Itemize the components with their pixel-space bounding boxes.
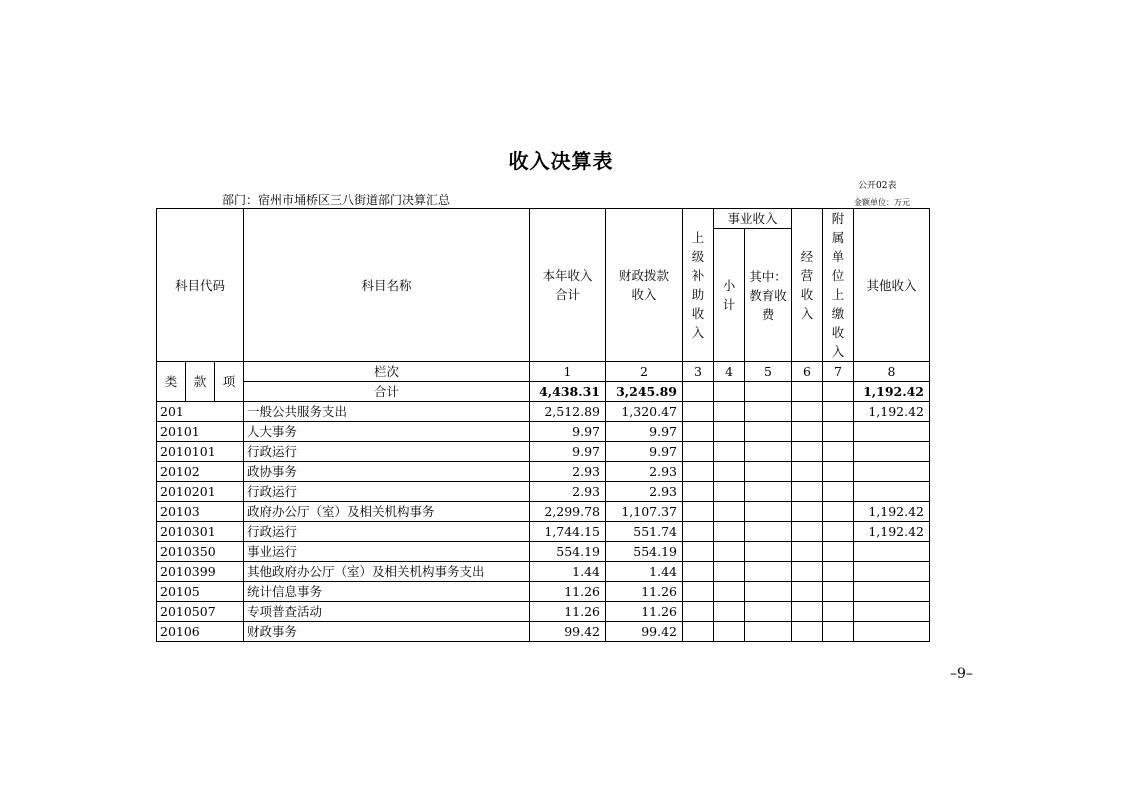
row-other <box>854 422 930 442</box>
income-table <box>156 208 930 642</box>
row-fiscal: 11.26 <box>606 602 683 622</box>
row-business-edu <box>745 602 792 622</box>
row-total: 9.97 <box>530 442 606 462</box>
row-fiscal: 1,320.47 <box>606 402 683 422</box>
row-operation <box>792 562 823 582</box>
table-row <box>157 462 930 482</box>
total-business-sub <box>714 382 745 402</box>
row-superior <box>683 462 714 482</box>
row-total: 2.93 <box>530 482 606 502</box>
row-code: 2010301 <box>157 522 244 542</box>
col-num-6: 6 <box>792 362 823 382</box>
row-operation <box>792 422 823 442</box>
row-superior <box>683 482 714 502</box>
row-superior <box>683 582 714 602</box>
row-fiscal: 11.26 <box>606 582 683 602</box>
row-other <box>854 482 930 502</box>
row-fiscal: 2.93 <box>606 482 683 502</box>
header-business-subtotal: 小计 <box>714 229 745 362</box>
row-superior <box>683 562 714 582</box>
table-row <box>157 542 930 562</box>
row-business-sub <box>714 482 745 502</box>
total-superior <box>683 382 714 402</box>
row-superior <box>683 602 714 622</box>
row-code: 2010101 <box>157 442 244 462</box>
table-row <box>157 482 930 502</box>
row-operation <box>792 542 823 562</box>
row-name: 专项普查活动 <box>244 602 530 622</box>
total-operation <box>792 382 823 402</box>
total-business-edu <box>745 382 792 402</box>
total-fiscal: 3,245.89 <box>606 382 683 402</box>
row-code: 2010350 <box>157 542 244 562</box>
row-affiliated <box>823 562 854 582</box>
row-superior <box>683 402 714 422</box>
row-affiliated <box>823 522 854 542</box>
row-affiliated <box>823 602 854 622</box>
row-name: 政府办公厅（室）及相关机构事务 <box>244 502 530 522</box>
row-business-edu <box>745 482 792 502</box>
row-fiscal: 2.93 <box>606 462 683 482</box>
header-lanci: 栏次 <box>244 362 530 382</box>
row-superior <box>683 422 714 442</box>
row-operation <box>792 582 823 602</box>
row-fiscal: 99.42 <box>606 622 683 642</box>
row-superior <box>683 442 714 462</box>
row-business-sub <box>714 562 745 582</box>
row-other: 1,192.42 <box>854 522 930 542</box>
row-fiscal: 554.19 <box>606 542 683 562</box>
row-fiscal: 9.97 <box>606 422 683 442</box>
header-operation: 经营收入 <box>792 209 823 362</box>
table-row <box>157 602 930 622</box>
row-total: 9.97 <box>530 422 606 442</box>
row-business-sub <box>714 462 745 482</box>
row-affiliated <box>823 502 854 522</box>
row-operation <box>792 442 823 462</box>
header-fiscal: 财政拨款收入 <box>606 209 683 362</box>
row-superior <box>683 502 714 522</box>
row-other <box>854 462 930 482</box>
table-row <box>157 402 930 422</box>
col-num-4: 4 <box>714 362 745 382</box>
row-business-sub <box>714 602 745 622</box>
row-code: 20102 <box>157 462 244 482</box>
row-total: 554.19 <box>530 542 606 562</box>
row-business-edu <box>745 582 792 602</box>
row-total: 2.93 <box>530 462 606 482</box>
header-code: 科目代码 <box>157 209 244 362</box>
row-name: 一般公共服务支出 <box>244 402 530 422</box>
row-name: 行政运行 <box>244 482 530 502</box>
col-num-7: 7 <box>823 362 854 382</box>
row-name: 其他政府办公厅（室）及相关机构事务支出 <box>244 562 530 582</box>
row-operation <box>792 622 823 642</box>
col-num-3: 3 <box>683 362 714 382</box>
table-row <box>157 562 930 582</box>
row-business-sub <box>714 582 745 602</box>
col-num-2: 2 <box>606 362 683 382</box>
row-code: 20106 <box>157 622 244 642</box>
row-other <box>854 582 930 602</box>
row-business-sub <box>714 502 745 522</box>
row-operation <box>792 502 823 522</box>
form-number: 公开02表 <box>858 181 897 191</box>
row-superior <box>683 542 714 562</box>
report-title: 收入决算表 <box>508 149 614 173</box>
row-affiliated <box>823 402 854 422</box>
row-other: 1,192.42 <box>854 502 930 522</box>
table-row <box>157 622 930 642</box>
row-name: 事业运行 <box>244 542 530 562</box>
row-other <box>854 602 930 622</box>
row-other <box>854 442 930 462</box>
row-total: 99.42 <box>530 622 606 642</box>
header-business-group: 事业收入 <box>714 209 792 229</box>
row-business-edu <box>745 542 792 562</box>
table-row <box>157 422 930 442</box>
total-affiliated <box>823 382 854 402</box>
row-other <box>854 562 930 582</box>
row-total: 11.26 <box>530 602 606 622</box>
row-name: 财政事务 <box>244 622 530 642</box>
row-name: 人大事务 <box>244 422 530 442</box>
row-operation <box>792 482 823 502</box>
col-num-1: 1 <box>530 362 606 382</box>
col-num-8: 8 <box>854 362 930 382</box>
row-name: 政协事务 <box>244 462 530 482</box>
row-code: 2010201 <box>157 482 244 502</box>
amount-unit: 金额单位：万元 <box>854 198 910 207</box>
row-code: 2010399 <box>157 562 244 582</box>
row-total: 2,299.78 <box>530 502 606 522</box>
row-business-edu <box>745 402 792 422</box>
row-code: 2010507 <box>157 602 244 622</box>
row-business-edu <box>745 422 792 442</box>
total-row <box>157 382 930 402</box>
row-total: 1.44 <box>530 562 606 582</box>
row-total: 2,512.89 <box>530 402 606 422</box>
header-affiliated: 附属单位上缴收入 <box>823 209 854 362</box>
header-total: 本年收入合计 <box>530 209 606 362</box>
row-name: 行政运行 <box>244 522 530 542</box>
row-affiliated <box>823 482 854 502</box>
row-superior <box>683 522 714 542</box>
row-code: 20101 <box>157 422 244 442</box>
row-other <box>854 542 930 562</box>
table-row <box>157 582 930 602</box>
row-business-sub <box>714 542 745 562</box>
row-business-edu <box>745 522 792 542</box>
table-row <box>157 502 930 522</box>
row-business-sub <box>714 442 745 462</box>
row-operation <box>792 402 823 422</box>
row-operation <box>792 462 823 482</box>
row-business-edu <box>745 622 792 642</box>
row-fiscal: 9.97 <box>606 442 683 462</box>
header-business-edu: 其中：教育收费 <box>745 229 792 362</box>
row-other <box>854 622 930 642</box>
row-code: 20105 <box>157 582 244 602</box>
table-row <box>157 522 930 542</box>
row-name: 统计信息事务 <box>244 582 530 602</box>
total-label: 合计 <box>244 382 530 402</box>
row-business-sub <box>714 402 745 422</box>
table-body <box>157 402 930 642</box>
row-affiliated <box>823 582 854 602</box>
table-row <box>157 442 930 462</box>
row-code: 20103 <box>157 502 244 522</box>
header-superior: 上级补助收入 <box>683 209 714 362</box>
department-label: 部门：宿州市埇桥区三八街道部门决算汇总 <box>222 193 451 207</box>
row-affiliated <box>823 422 854 442</box>
row-code: 201 <box>157 402 244 422</box>
row-affiliated <box>823 442 854 462</box>
row-business-edu <box>745 442 792 462</box>
header-kuan: 款 <box>186 362 215 402</box>
row-other: 1,192.42 <box>854 402 930 422</box>
header-other: 其他收入 <box>854 209 930 362</box>
total-amount: 4,438.31 <box>530 382 606 402</box>
row-operation <box>792 602 823 622</box>
row-fiscal: 1.44 <box>606 562 683 582</box>
row-business-sub <box>714 522 745 542</box>
row-business-sub <box>714 422 745 442</box>
header-xiang: 项 <box>215 362 244 402</box>
total-other: 1,192.42 <box>854 382 930 402</box>
row-business-edu <box>745 562 792 582</box>
header-name: 科目名称 <box>244 209 530 362</box>
page-number: –9– <box>950 666 973 682</box>
row-business-edu <box>745 462 792 482</box>
row-total: 11.26 <box>530 582 606 602</box>
row-affiliated <box>823 622 854 642</box>
row-business-edu <box>745 502 792 522</box>
row-superior <box>683 622 714 642</box>
row-affiliated <box>823 462 854 482</box>
row-affiliated <box>823 542 854 562</box>
row-name: 行政运行 <box>244 442 530 462</box>
row-fiscal: 1,107.37 <box>606 502 683 522</box>
header-lei: 类 <box>157 362 186 402</box>
row-business-sub <box>714 622 745 642</box>
col-num-5: 5 <box>745 362 792 382</box>
row-total: 1,744.15 <box>530 522 606 542</box>
row-fiscal: 551.74 <box>606 522 683 542</box>
row-operation <box>792 522 823 542</box>
